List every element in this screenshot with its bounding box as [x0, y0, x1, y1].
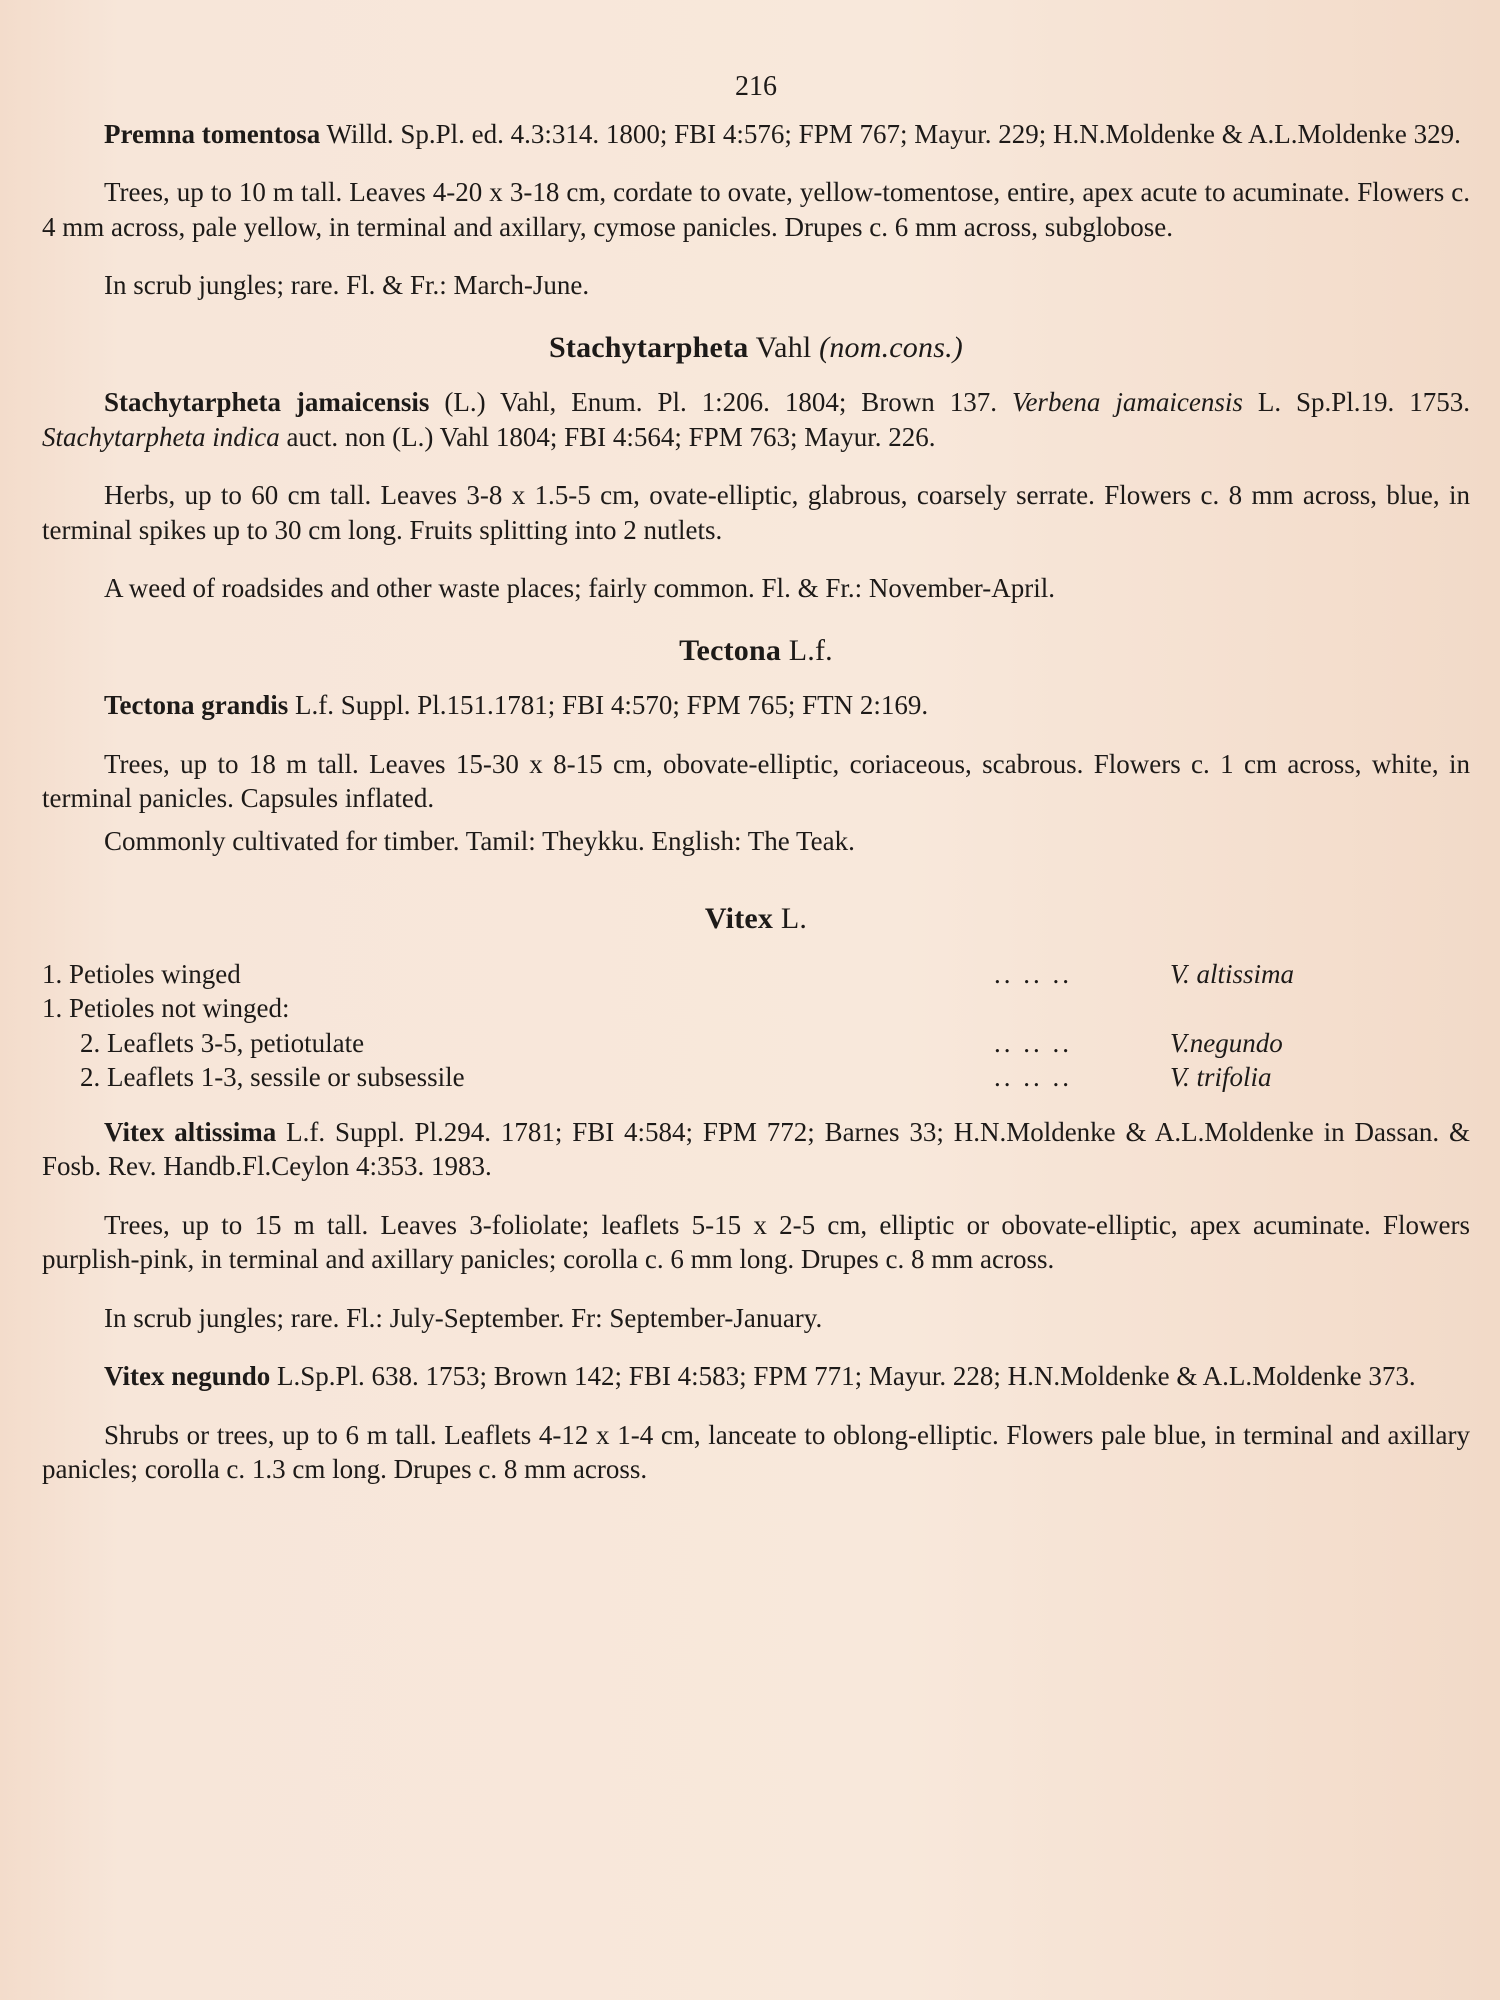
- key-lead: 1. Petioles winged: [42, 958, 241, 989]
- genus-name: Tectona: [679, 633, 782, 667]
- citation: Willd. Sp.Pl. ed. 4.3:314. 1800; FBI 4:576; FPM 767; Mayur. 229; H.N.Moldenke & A.L.Moldenke 329.: [326, 118, 1461, 149]
- stachytarpheta-jamaicensis-entry: [42, 385, 1470, 454]
- premna-tomentosa-description: Trees, up to 10 m tall. Leaves 4-20 x 3-18 cm, cordate to ovate, yellow-tomentose, entire, apex acute to acuminate. Flowers c. 4 mm across, pale yellow, in terminal and axillary, cymose panicles. Drupes c. 6 mm across, subglobose.: [42, 177, 1470, 242]
- species-name: Stachytarpheta jamaicensis: [104, 387, 430, 417]
- vitex-altissima-habitat: In scrub jungles; rare. Fl.: July-September. Fr: September-January.: [104, 1302, 823, 1333]
- key-lead: 2. Leaflets 3-5, petiotulate: [80, 1027, 365, 1058]
- genus-heading-tectona: [42, 634, 1470, 669]
- key-result: V.negundo: [1170, 1027, 1283, 1058]
- key-result: V. altissima: [1170, 958, 1295, 989]
- genus-author: Vahl: [755, 330, 812, 364]
- genus-author: L.: [780, 902, 808, 935]
- species-name: Tectona grandis: [104, 690, 289, 720]
- key-lead: 2. Leaflets 1-3, sessile or subsessile: [80, 1062, 465, 1092]
- stachytarpheta-habitat: A weed of roadsides and other waste places; fairly common. Fl. & Fr.: November-April.: [104, 573, 1055, 603]
- vitex-negundo-description: Shrubs or trees, up to 6 m tall. Leaflets 4-12 x 1-4 cm, lanceate to oblong-elliptic. Flowers pale blue, in terminal and axillary panicles; corolla c. 1.3 cm long. Drupes c. 8 mm across.: [42, 1419, 1470, 1484]
- genus-heading-vitex: [42, 902, 1470, 937]
- tectona-habitat: Commonly cultivated for timber. Tamil: Theykku. English: The Teak.: [104, 825, 855, 856]
- page-content: [42, 70, 1470, 1511]
- genus-name: Vitex: [704, 902, 774, 935]
- vitex-negundo-entry: [42, 1359, 1470, 1394]
- vitex-altissima-description: Trees, up to 15 m tall. Leaves 3-foliolate; leaflets 5-15 x 2-5 cm, elliptic or obovate-elliptic, apex acuminate. Flowers purplish-pink, in terminal and axillary panicles; corolla c. 6 mm long. Drupes c. 8 mm across.: [42, 1209, 1470, 1274]
- key-row: [42, 1026, 1470, 1061]
- key-row: [42, 1060, 1470, 1095]
- key-row: [42, 957, 1470, 992]
- genus-author: L.f.: [788, 633, 833, 667]
- genus-heading-stachytarpheta: [42, 331, 1470, 366]
- premna-tomentosa-habitat: In scrub jungles; rare. Fl. & Fr.: March-June.: [104, 270, 590, 300]
- genus-note: (nom.cons.): [819, 330, 963, 364]
- citation: L.f. Suppl. Pl.294. 1781; FBI 4:584; FPM 772; Barnes 33; H.N.Moldenke & A.L.Moldenke in Dassan. & Fosb. Rev. Handb.Fl.Ceylon 4:353. 1983.: [42, 1116, 1471, 1181]
- genus-name: Stachytarpheta: [549, 330, 749, 364]
- citation: (L.) Vahl, Enum. Pl. 1:206. 1804; Brown 137.: [444, 387, 997, 417]
- citation: L.Sp.Pl. 638. 1753; Brown 142; FBI 4:583; FPM 771; Mayur. 228; H.N.Moldenke & A.L.Moldenke 373.: [277, 1361, 1416, 1391]
- species-name: Premna tomentosa: [104, 118, 321, 149]
- premna-tomentosa-entry: [42, 117, 1470, 152]
- species-name: Vitex altissima: [104, 1116, 277, 1147]
- vitex-altissima-entry: [42, 1115, 1470, 1184]
- citation: L. Sp.Pl.19. 1753.: [1257, 387, 1470, 417]
- citation: auct. non (L.) Vahl 1804; FBI 4:564; FPM 763; Mayur. 226.: [286, 421, 936, 452]
- synonym: Stachytarpheta indica: [42, 421, 280, 452]
- synonym: Verbena jamaicensis: [1011, 387, 1243, 417]
- citation: L.f. Suppl. Pl.151.1781; FBI 4:570; FPM 765; FTN 2:169.: [295, 690, 929, 720]
- vitex-identification-key: [42, 957, 1470, 1095]
- key-result: V. trifolia: [1170, 1062, 1272, 1092]
- species-name: Vitex negundo: [104, 1361, 271, 1391]
- stachytarpheta-description: Herbs, up to 60 cm tall. Leaves 3-8 x 1.5-5 cm, ovate-elliptic, glabrous, coarsely serrate. Flowers c. 8 mm across, blue, in terminal spikes up to 30 cm long. Fruits splitting into 2 nutlets.: [42, 480, 1470, 545]
- key-lead: 1. Petioles not winged:: [42, 993, 290, 1023]
- tectona-description: Trees, up to 18 m tall. Leaves 15-30 x 8-15 cm, obovate-elliptic, coriaceous, scabrous. Flowers c. 1 cm across, white, in terminal panicles. Capsules inflated.: [42, 748, 1470, 813]
- key-dots: .. .. ..: [994, 958, 1072, 989]
- key-row: [42, 991, 1470, 1026]
- tectona-grandis-entry: [42, 688, 1470, 723]
- key-dots: .. .. ..: [994, 1062, 1072, 1092]
- key-dots: .. .. ..: [994, 1027, 1072, 1058]
- page-number: 216: [735, 71, 777, 102]
